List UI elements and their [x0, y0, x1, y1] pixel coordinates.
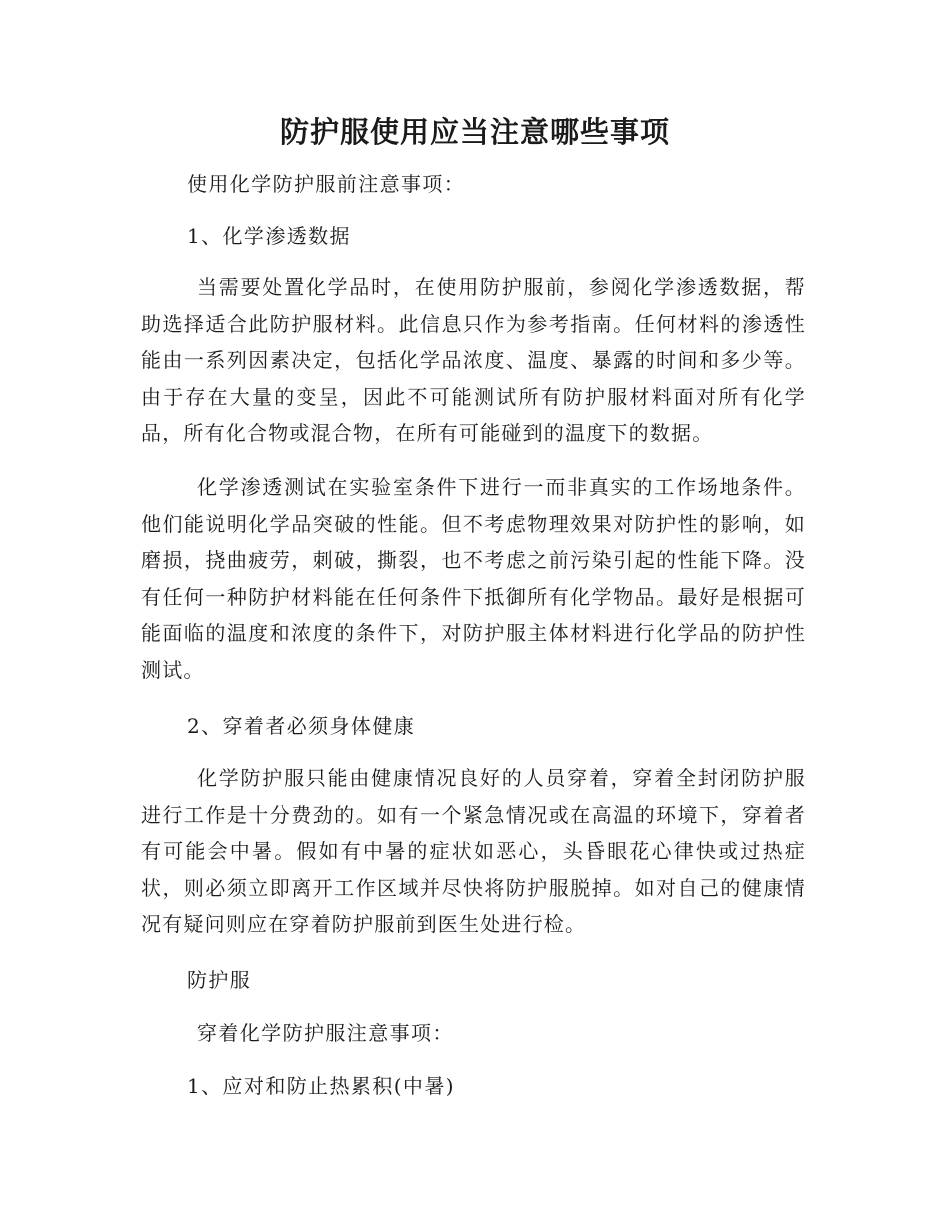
before-use-heading: 使用化学防护服前注意事项：	[187, 172, 466, 196]
section-2-heading: 2、穿着者必须身体健康	[187, 714, 416, 738]
document-title: 防护服使用应当注意哪些事项	[279, 115, 670, 149]
section-1-heading: 1、化学渗透数据	[187, 224, 351, 248]
paragraph-chemical-permeation: 当需要处置化学品时，在使用防护服前，参阅化学渗透数据，帮助选择适合此防护服材料。此信息只作为参考指南。任何材料的渗透性能由一系列因素决定，包括化学品浓度、温度、暴露的时间和多少等。由于存在大量的变呈，因此不可能测试所有防护服材料面对所有化学品，所有化合物或混合物，在所有可能碰到的温度下的数据。	[141, 275, 806, 445]
paragraph-wearer-health: 化学防护服只能由健康情况良好的人员穿着，穿着全封闭防护服进行工作是十分费劲的。如有一个紧急情况或在高温的环境下，穿着者有可能会中暑。假如有中暑的症状如恶心，头昏眼花心律快或过热症状，则必须立即离开工作区域并尽快将防护服脱掉。如对自己的健康情况有疑问则应在穿着防护服前到医生处进行检。	[141, 766, 806, 936]
wearing-heading: 穿着化学防护服注意事项：	[197, 1021, 454, 1045]
paragraph-permeation-testing: 化学渗透测试在实验室条件下进行一而非真实的工作场地条件。他们能说明化学品突破的性能。但不考虑物理效果对防护性的影响，如磨损，挠曲疲劳，刺破，撕裂，也不考虑之前污染引起的性能下降。没有任何一种防护材料能在任何条件下抵御所有化学物品。最好是根据可能面临的温度和浓度的条件下，对防护服主体材料进行化学品的防护性测试。	[141, 475, 806, 682]
section-3-heading: 1、应对和防止热累积(中暑)	[187, 1074, 455, 1098]
label-protective-clothing: 防护服	[187, 968, 252, 992]
